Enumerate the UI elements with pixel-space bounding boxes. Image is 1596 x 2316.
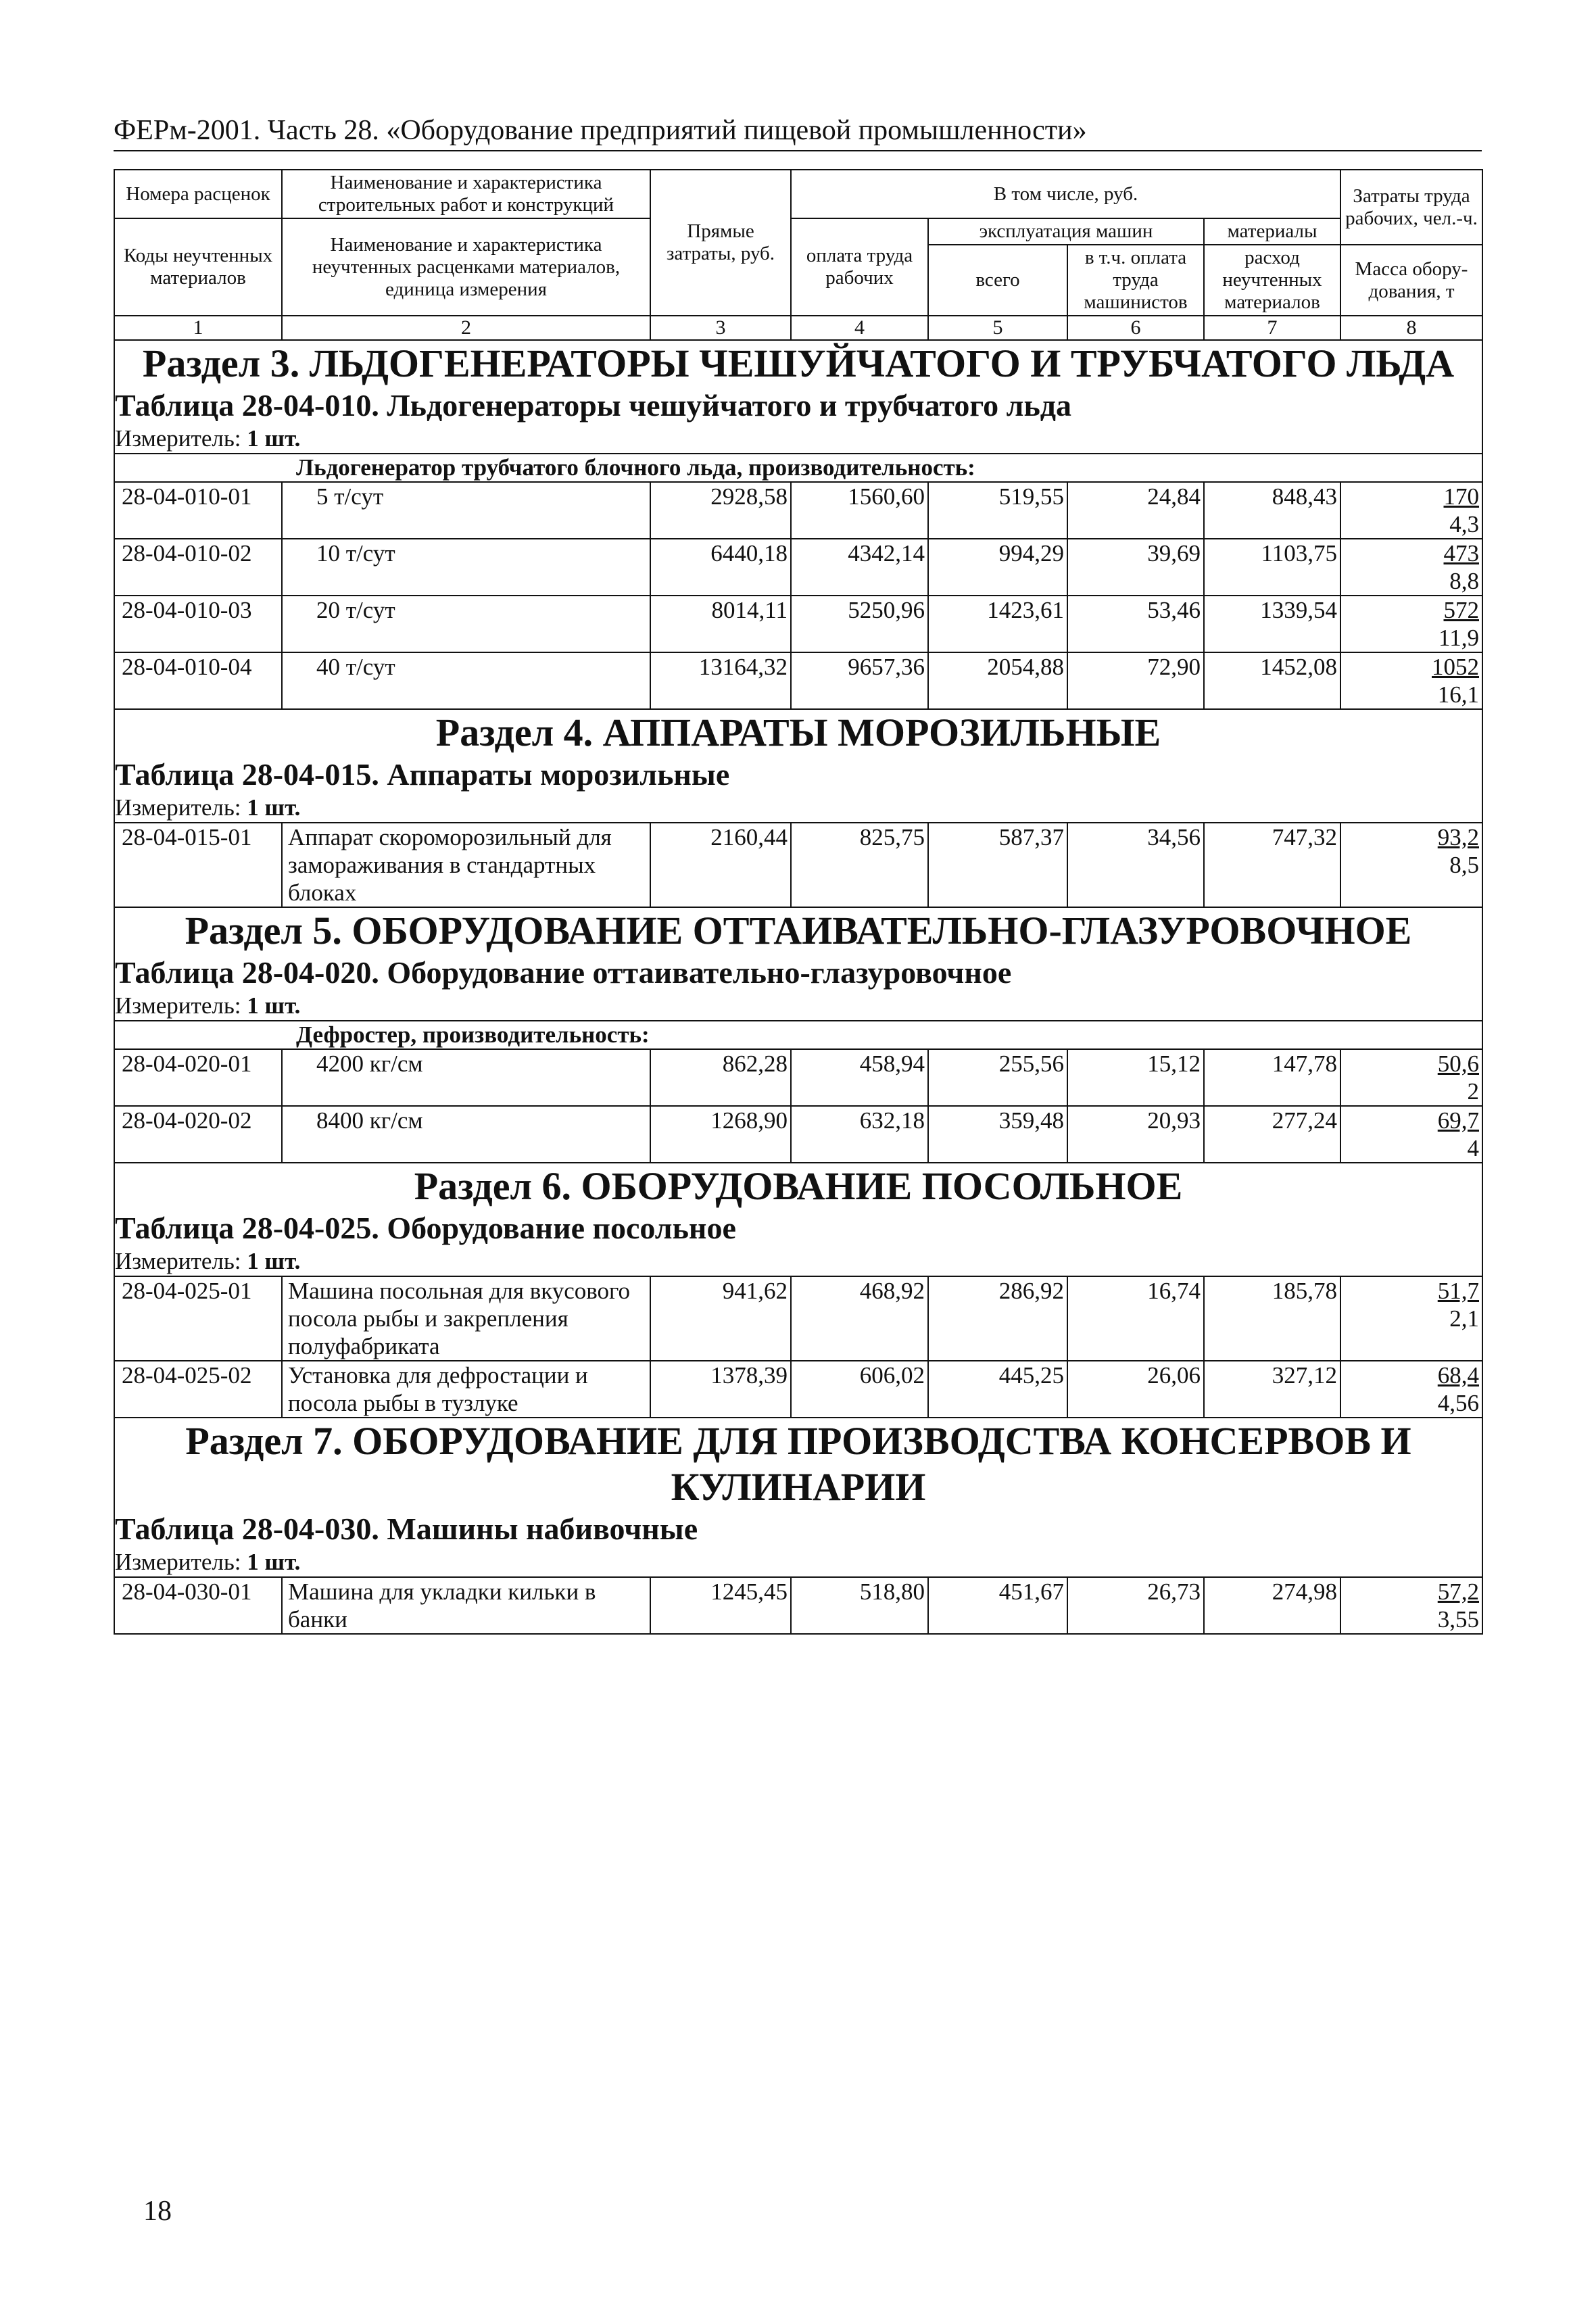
table-row — [114, 1361, 1482, 1418]
materials-cost: 1339,54 — [1204, 596, 1340, 652]
labor-hours: 170 — [1443, 483, 1479, 510]
group-heading: Дефростер, производительность: — [114, 1021, 1482, 1049]
section-title: Раздел 3. ЛЬДОГЕНЕРАТОРЫ ЧЕШУЙЧАТОГО И ТРУБЧАТОГО ЛЬДА — [114, 340, 1482, 387]
work-name: 20 т/сут — [282, 596, 650, 652]
rate-code: 28-04-010-02 — [114, 539, 282, 596]
labor-and-mass — [1340, 1361, 1482, 1418]
section-heading-row — [114, 1163, 1482, 1209]
machines-labor-pay: 26,06 — [1067, 1361, 1204, 1418]
header-row-2 — [114, 218, 1482, 245]
labor-and-mass — [1340, 652, 1482, 709]
rate-code: 28-04-025-01 — [114, 1276, 282, 1361]
header-material-name: Наименование и характеристика неучтенных расценками материалов, единица измерения — [282, 218, 650, 316]
page-number: 18 — [143, 2196, 172, 2227]
machines-total: 2054,88 — [928, 652, 1067, 709]
labor-pay: 4342,14 — [791, 539, 928, 596]
equipment-mass: 4,3 — [1449, 511, 1479, 537]
header-rate-numbers: Номера расценок — [114, 170, 282, 218]
rate-code: 28-04-020-01 — [114, 1049, 282, 1106]
table-row — [114, 1577, 1482, 1634]
direct-costs: 1378,39 — [650, 1361, 791, 1418]
materials-cost: 147,78 — [1204, 1049, 1340, 1106]
header-materials-usage: расход неучтенных материалов — [1204, 245, 1340, 316]
section-title: Раздел 5. ОБОРУДОВАНИЕ ОТТАИВАТЕЛЬНО-ГЛАЗУРОВОЧНОЕ — [114, 907, 1482, 954]
labor-hours: 93,2 — [1437, 824, 1479, 850]
rate-code: 28-04-015-01 — [114, 823, 282, 907]
measure-value: 1 шт. — [247, 425, 301, 452]
rate-code: 28-04-010-01 — [114, 482, 282, 539]
labor-and-mass — [1340, 1106, 1482, 1163]
work-name: 40 т/сут — [282, 652, 650, 709]
measure-row — [114, 1548, 1482, 1577]
group-heading: Льдогенератор трубчатого блочного льда, производительность: — [114, 454, 1482, 482]
materials-cost: 848,43 — [1204, 482, 1340, 539]
equipment-mass: 11,9 — [1438, 625, 1479, 651]
measure-row — [114, 1247, 1482, 1276]
table-row — [114, 1049, 1482, 1106]
header-machines: эксплуатация машин — [928, 218, 1204, 245]
header-materials: материалы — [1204, 218, 1340, 245]
work-name: Машина посольная для вкусового посола рыбы и закрепления полуфабриката — [282, 1276, 650, 1361]
header-direct-costs: Прямые затраты, руб. — [650, 170, 791, 316]
work-name: Установка для дефростации и посола рыбы в тузлуке — [282, 1361, 650, 1418]
equipment-mass: 8,5 — [1449, 852, 1479, 878]
header-machines-labor: в т.ч. оплата труда машинистов — [1067, 245, 1204, 316]
column-index: 6 — [1067, 316, 1204, 340]
measure-label: Измеритель: — [115, 425, 247, 452]
direct-costs: 1268,90 — [650, 1106, 791, 1163]
machines-total: 994,29 — [928, 539, 1067, 596]
labor-hours: 572 — [1443, 597, 1479, 623]
materials-cost: 274,98 — [1204, 1577, 1340, 1634]
labor-pay: 5250,96 — [791, 596, 928, 652]
equipment-mass: 8,8 — [1449, 568, 1479, 594]
labor-pay: 9657,36 — [791, 652, 928, 709]
labor-hours: 1052 — [1432, 654, 1479, 680]
labor-hours: 51,7 — [1437, 1278, 1479, 1304]
header-labor-costs: Затраты труда рабочих, чел.-ч. — [1340, 170, 1482, 245]
materials-cost: 1103,75 — [1204, 539, 1340, 596]
table-title: Таблица 28-04-020. Оборудование оттаивательно-глазуровочное — [114, 954, 1482, 992]
work-name: Машина для укладки кильки в банки — [282, 1577, 650, 1634]
table-row — [114, 539, 1482, 596]
column-index: 8 — [1340, 316, 1482, 340]
machines-labor-pay: 53,46 — [1067, 596, 1204, 652]
machines-labor-pay: 16,74 — [1067, 1276, 1204, 1361]
table-heading-row — [114, 1209, 1482, 1247]
section-title: Раздел 7. ОБОРУДОВАНИЕ ДЛЯ ПРОИЗВОДСТВА КОНСЕРВОВ И КУЛИНАРИИ — [114, 1418, 1482, 1510]
header-equipment-mass: Масса обору-дования, т — [1340, 245, 1482, 316]
header-including: В том числе, руб. — [791, 170, 1340, 218]
machines-labor-pay: 34,56 — [1067, 823, 1204, 907]
section-heading-row — [114, 1418, 1482, 1510]
work-name: Аппарат скороморозильный для замораживания в стандартных блоках — [282, 823, 650, 907]
rate-code: 28-04-010-03 — [114, 596, 282, 652]
table-heading-row — [114, 1510, 1482, 1548]
work-name: 5 т/сут — [282, 482, 650, 539]
running-header: ФЕРм-2001. Часть 28. «Оборудование предприятий пищевой промышленности» — [114, 114, 1482, 151]
machines-labor-pay: 24,84 — [1067, 482, 1204, 539]
direct-costs: 13164,32 — [650, 652, 791, 709]
table-row — [114, 596, 1482, 652]
section-heading-row — [114, 340, 1482, 387]
group-heading-row — [114, 1021, 1482, 1049]
labor-hours: 57,2 — [1437, 1578, 1479, 1605]
header-machines-total: всего — [928, 245, 1067, 316]
direct-costs: 941,62 — [650, 1276, 791, 1361]
table-title: Таблица 28-04-030. Машины набивочные — [114, 1510, 1482, 1548]
labor-hours: 69,7 — [1437, 1107, 1479, 1134]
machines-total: 445,25 — [928, 1361, 1067, 1418]
measure-label: Измеритель: — [115, 1248, 247, 1274]
labor-and-mass — [1340, 596, 1482, 652]
table-title: Таблица 28-04-015. Аппараты морозильные — [114, 756, 1482, 794]
table-row — [114, 1106, 1482, 1163]
table-heading-row — [114, 387, 1482, 425]
section-title: Раздел 4. АППАРАТЫ МОРОЗИЛЬНЫЕ — [114, 709, 1482, 756]
measure-label: Измеритель: — [115, 1549, 247, 1575]
labor-pay: 1560,60 — [791, 482, 928, 539]
measure-row — [114, 794, 1482, 823]
group-heading-row — [114, 454, 1482, 482]
labor-and-mass — [1340, 823, 1482, 907]
table-row — [114, 652, 1482, 709]
equipment-mass: 4 — [1467, 1135, 1479, 1161]
rate-code: 28-04-020-02 — [114, 1106, 282, 1163]
column-index: 5 — [928, 316, 1067, 340]
materials-cost: 327,12 — [1204, 1361, 1340, 1418]
machines-total: 359,48 — [928, 1106, 1067, 1163]
machines-labor-pay: 39,69 — [1067, 539, 1204, 596]
equipment-mass: 3,55 — [1437, 1606, 1479, 1633]
materials-cost: 747,32 — [1204, 823, 1340, 907]
equipment-mass: 2 — [1467, 1078, 1479, 1105]
direct-costs: 2160,44 — [650, 823, 791, 907]
measure-value: 1 шт. — [247, 1549, 301, 1575]
column-index: 4 — [791, 316, 928, 340]
column-index: 3 — [650, 316, 791, 340]
direct-costs: 6440,18 — [650, 539, 791, 596]
table-row — [114, 482, 1482, 539]
labor-pay: 606,02 — [791, 1361, 928, 1418]
header-work-name: Наименование и характеристика строительных работ и конструкций — [282, 170, 650, 218]
table-title: Таблица 28-04-010. Льдогенераторы чешуйчатого и трубчатого льда — [114, 387, 1482, 425]
measure-unit — [114, 1548, 1482, 1577]
equipment-mass: 4,56 — [1437, 1390, 1479, 1416]
machines-total: 587,37 — [928, 823, 1067, 907]
header-labor-pay: оплата труда рабочих — [791, 218, 928, 316]
direct-costs: 8014,11 — [650, 596, 791, 652]
measure-unit — [114, 1247, 1482, 1276]
rate-code: 28-04-010-04 — [114, 652, 282, 709]
measure-unit — [114, 425, 1482, 454]
materials-cost: 185,78 — [1204, 1276, 1340, 1361]
equipment-mass: 16,1 — [1437, 681, 1479, 708]
measure-value: 1 шт. — [247, 992, 301, 1019]
measure-row — [114, 425, 1482, 454]
labor-and-mass — [1340, 1577, 1482, 1634]
measure-label: Измеритель: — [115, 992, 247, 1019]
machines-total: 286,92 — [928, 1276, 1067, 1361]
table-heading-row — [114, 756, 1482, 794]
column-index: 7 — [1204, 316, 1340, 340]
table-title: Таблица 28-04-025. Оборудование посольное — [114, 1209, 1482, 1247]
measure-unit — [114, 794, 1482, 823]
materials-cost: 1452,08 — [1204, 652, 1340, 709]
column-index: 1 — [114, 316, 282, 340]
machines-labor-pay: 26,73 — [1067, 1577, 1204, 1634]
section-title: Раздел 6. ОБОРУДОВАНИЕ ПОСОЛЬНОЕ — [114, 1163, 1482, 1209]
machines-total: 451,67 — [928, 1577, 1067, 1634]
labor-hours: 473 — [1443, 540, 1479, 566]
labor-and-mass — [1340, 482, 1482, 539]
direct-costs: 2928,58 — [650, 482, 791, 539]
table-heading-row — [114, 954, 1482, 992]
direct-costs: 1245,45 — [650, 1577, 791, 1634]
rate-code: 28-04-030-01 — [114, 1577, 282, 1634]
measure-row — [114, 992, 1482, 1021]
labor-and-mass — [1340, 539, 1482, 596]
header-row-1 — [114, 170, 1482, 218]
labor-pay: 518,80 — [791, 1577, 928, 1634]
rates-table — [114, 169, 1483, 1635]
materials-cost: 277,24 — [1204, 1106, 1340, 1163]
measure-value: 1 шт. — [247, 794, 301, 821]
labor-hours: 50,6 — [1437, 1051, 1479, 1077]
labor-hours: 68,4 — [1437, 1362, 1479, 1389]
direct-costs: 862,28 — [650, 1049, 791, 1106]
labor-pay: 468,92 — [791, 1276, 928, 1361]
labor-pay: 458,94 — [791, 1049, 928, 1106]
machines-labor-pay: 15,12 — [1067, 1049, 1204, 1106]
measure-label: Измеритель: — [115, 794, 247, 821]
machines-total: 255,56 — [928, 1049, 1067, 1106]
work-name: 4200 кг/см — [282, 1049, 650, 1106]
machines-labor-pay: 20,93 — [1067, 1106, 1204, 1163]
work-name: 10 т/сут — [282, 539, 650, 596]
section-heading-row — [114, 709, 1482, 756]
table-row — [114, 1276, 1482, 1361]
labor-pay: 632,18 — [791, 1106, 928, 1163]
rate-code: 28-04-025-02 — [114, 1361, 282, 1418]
machines-total: 1423,61 — [928, 596, 1067, 652]
header-material-codes: Коды неучтенных материалов — [114, 218, 282, 316]
measure-unit — [114, 992, 1482, 1021]
labor-and-mass — [1340, 1049, 1482, 1106]
measure-value: 1 шт. — [247, 1248, 301, 1274]
labor-pay: 825,75 — [791, 823, 928, 907]
section-heading-row — [114, 907, 1482, 954]
column-index: 2 — [282, 316, 650, 340]
labor-and-mass — [1340, 1276, 1482, 1361]
machines-labor-pay: 72,90 — [1067, 652, 1204, 709]
table-row — [114, 823, 1482, 907]
work-name: 8400 кг/см — [282, 1106, 650, 1163]
column-index-row — [114, 316, 1482, 340]
equipment-mass: 2,1 — [1449, 1305, 1479, 1332]
machines-total: 519,55 — [928, 482, 1067, 539]
